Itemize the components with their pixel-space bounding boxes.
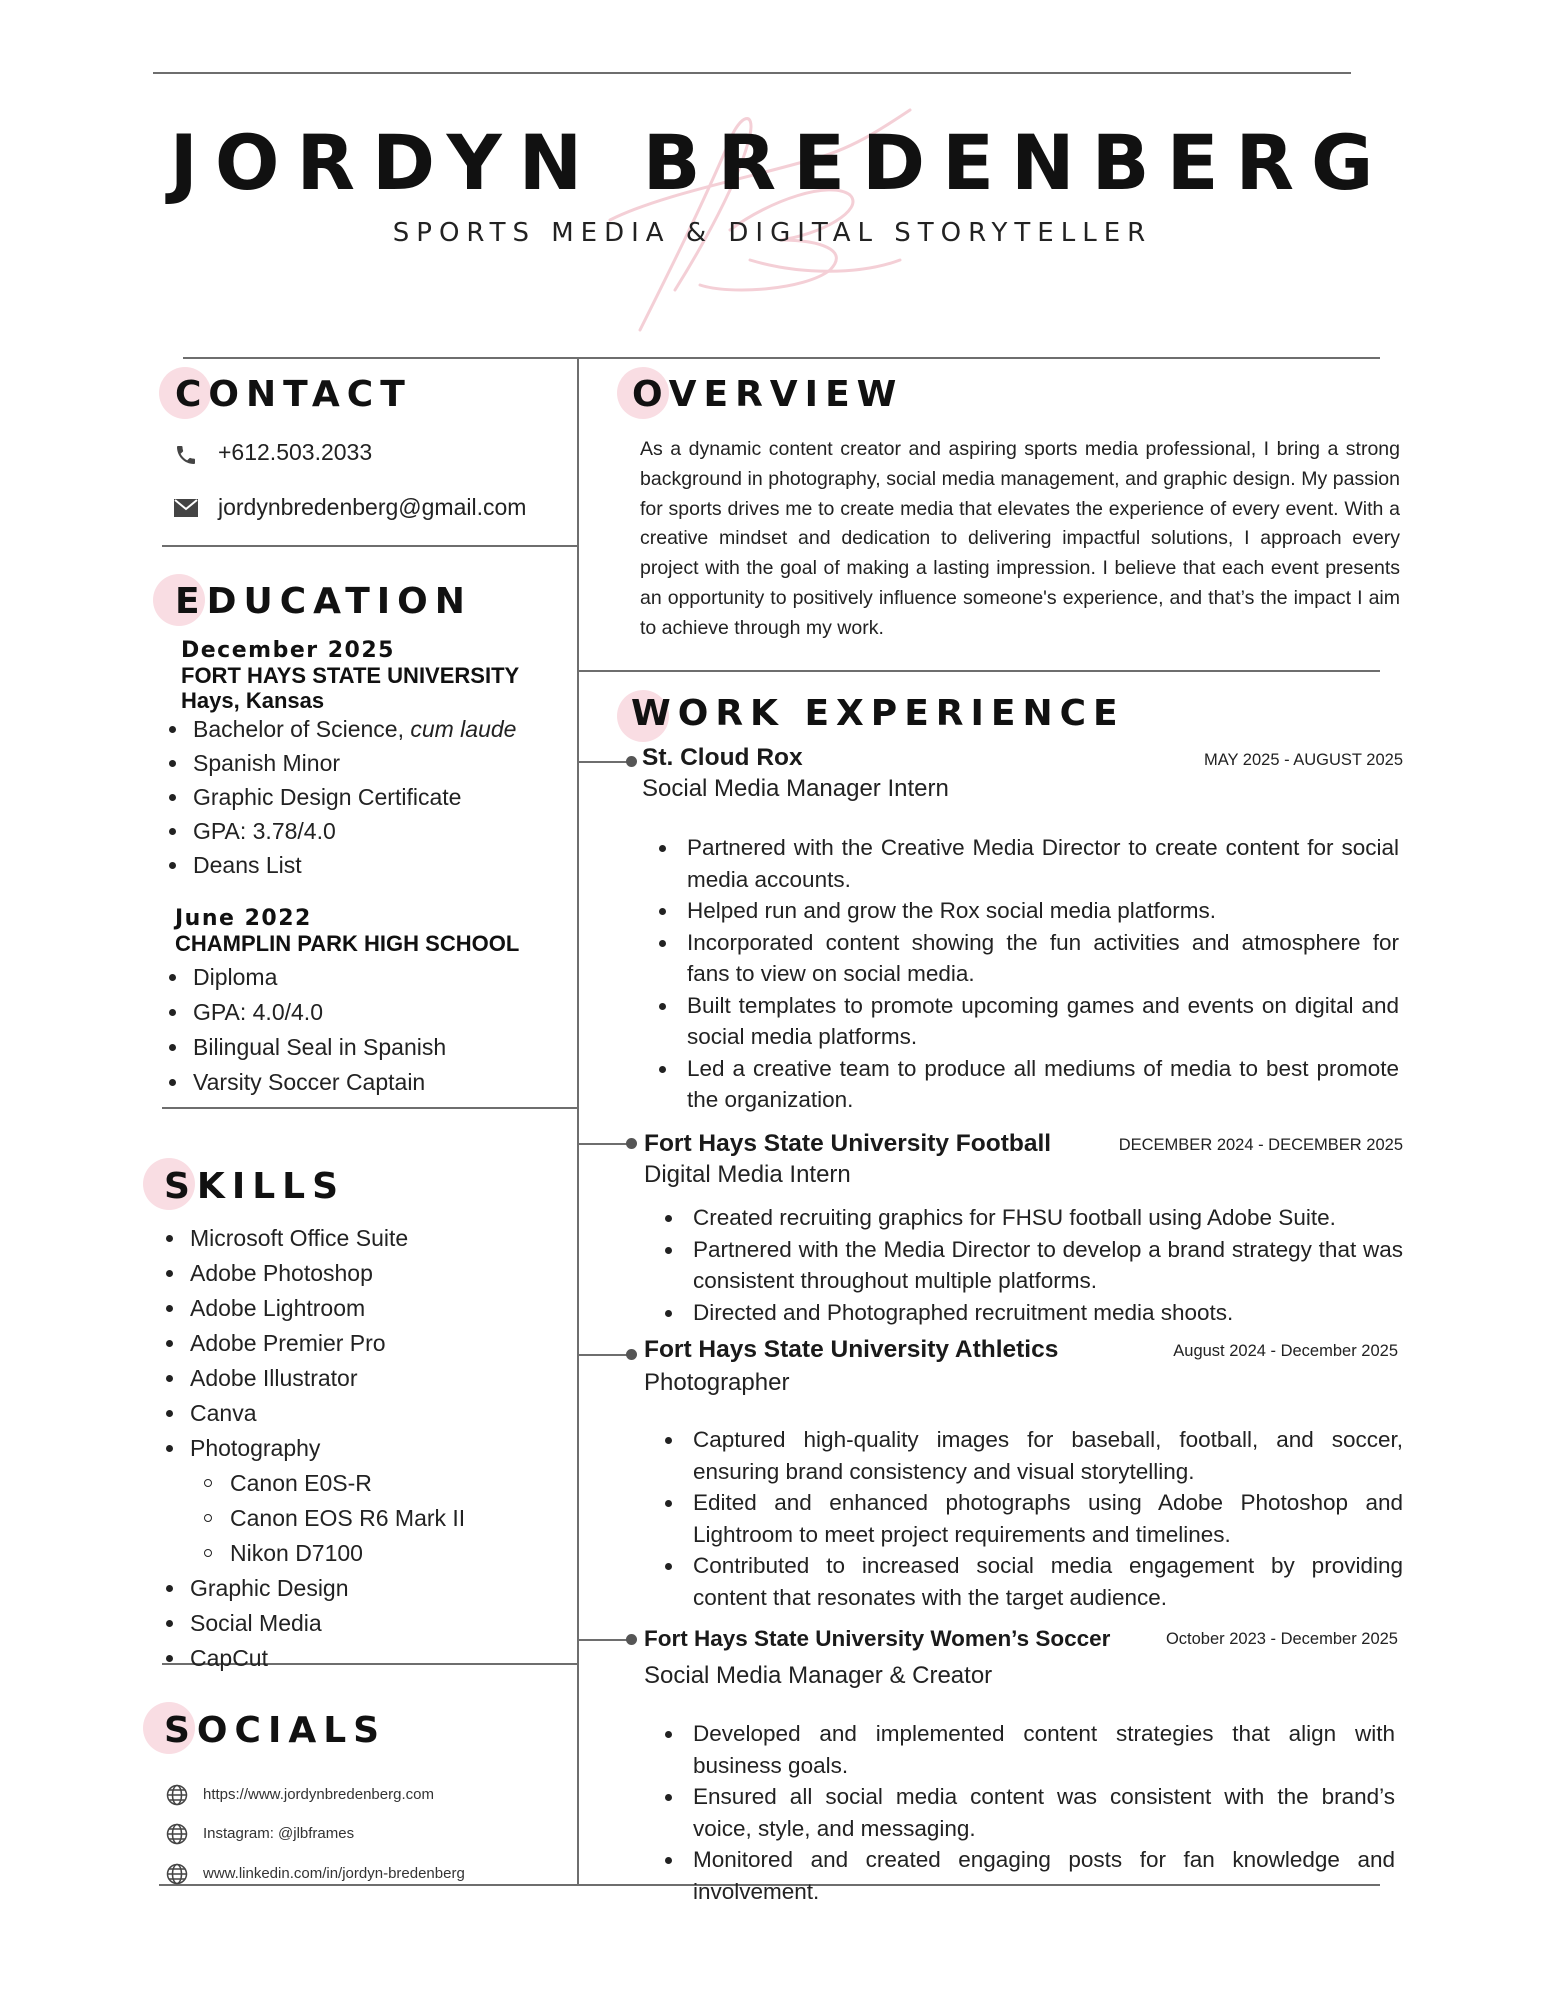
degree-honor: cum laude xyxy=(410,716,517,742)
timeline-connector xyxy=(578,761,630,763)
contact-phone[interactable]: +612.503.2033 xyxy=(218,439,373,465)
job-company: Fort Hays State University Women’s Soccer xyxy=(644,1626,1111,1651)
overview-heading: OVERVIEW xyxy=(632,374,904,415)
list-item: Social Media xyxy=(160,1606,570,1641)
list-item: Created recruiting graphics for FHSU football using Adobe Suite. xyxy=(648,1202,1403,1234)
globe-icon xyxy=(166,1784,188,1806)
job-role: Social Media Manager & Creator xyxy=(644,1662,993,1689)
education-date: December 2025 xyxy=(181,638,395,663)
social-link-linkedin[interactable]: www.linkedin.com/in/jordyn-bredenberg xyxy=(203,1865,465,1882)
list-item: Contributed to increased social media engagement by providing content that resonates with the target audience. xyxy=(648,1550,1403,1613)
list-item: Directed and Photographed recruitment media shoots. xyxy=(648,1297,1403,1329)
list-item: GPA: 3.78/4.0 xyxy=(163,814,563,848)
social-link-website[interactable]: https://www.jordynbredenberg.com xyxy=(203,1786,434,1803)
education-date: June 2022 xyxy=(175,906,312,931)
education-heading: EDUCATION xyxy=(175,581,472,622)
list-item: Canva xyxy=(160,1396,570,1431)
top-rule xyxy=(153,72,1351,74)
overview-bottom-rule xyxy=(578,670,1380,672)
list-item: Adobe Illustrator xyxy=(160,1361,570,1396)
list-item: Captured high-quality images for baseball, football, and soccer, ensuring brand consistency and visual storytelling. xyxy=(648,1424,1403,1487)
job-dates: August 2024 - December 2025 xyxy=(1173,1342,1398,1360)
job-bullets xyxy=(648,1424,1403,1613)
social-link-instagram[interactable]: Instagram: @jlbframes xyxy=(203,1825,355,1842)
job-dates: DECEMBER 2024 - DECEMBER 2025 xyxy=(1118,1136,1403,1154)
list-item: Ensured all social media content was consistent with the brand’s voice, style, and messaging. xyxy=(648,1781,1395,1844)
contact-email[interactable]: jordynbredenberg@gmail.com xyxy=(218,494,527,520)
list-item: Monitored and created engaging posts for fan knowledge and involvement. xyxy=(648,1844,1395,1907)
globe-icon xyxy=(166,1823,188,1845)
list-item: Varsity Soccer Captain xyxy=(163,1065,563,1100)
contact-heading: CONTACT xyxy=(175,374,412,415)
list-item: Microsoft Office Suite xyxy=(160,1221,570,1256)
education-bottom-rule xyxy=(162,1107,578,1109)
list-item: Photography xyxy=(160,1431,570,1466)
job-company: Fort Hays State University Football xyxy=(644,1130,1052,1157)
list-item: Built templates to promote upcoming games and events on digital and social media platforms. xyxy=(642,990,1399,1053)
list-item: Diploma xyxy=(163,960,563,995)
list-item: Partnered with the Media Director to develop a brand strategy that was consistent throughout multiple platforms. xyxy=(648,1234,1403,1297)
candidate-tagline: SPORTS MEDIA & DIGITAL STORYTELLER xyxy=(392,218,1153,248)
column-divider xyxy=(577,357,579,1885)
list-subitem: Canon EOS R6 Mark II xyxy=(160,1501,570,1536)
timeline-connector xyxy=(578,1143,630,1145)
list-item: Spanish Minor xyxy=(163,746,563,780)
socials-heading: SOCIALS xyxy=(164,1710,387,1751)
skills-heading: SKILLS xyxy=(164,1166,346,1207)
timeline-dot xyxy=(626,1138,637,1149)
mail-icon xyxy=(174,498,198,518)
job-bullets xyxy=(648,1202,1403,1328)
timeline-connector xyxy=(578,1354,630,1356)
education-school: CHAMPLIN PARK HIGH SCHOOL xyxy=(175,931,520,956)
list-item: Adobe Lightroom xyxy=(160,1291,570,1326)
list-item: Developed and implemented content strategies that align with business goals. xyxy=(648,1718,1395,1781)
list-item: Incorporated content showing the fun activities and atmosphere for fans to view on social media. xyxy=(642,927,1399,990)
list-item: Graphic Design xyxy=(160,1571,570,1606)
job-company: St. Cloud Rox xyxy=(642,744,803,771)
list-item: Edited and enhanced photographs using Adobe Photoshop and Lightroom to meet project requirements and timelines. xyxy=(648,1487,1403,1550)
list-subitem: Nikon D7100 xyxy=(160,1536,570,1571)
list-item: Partnered with the Creative Media Director to create content for social media accounts. xyxy=(642,832,1399,895)
job-dates: October 2023 - December 2025 xyxy=(1165,1630,1398,1648)
globe-icon xyxy=(166,1863,188,1885)
skills-list xyxy=(160,1221,570,1676)
timeline-dot xyxy=(626,756,637,767)
education-items xyxy=(163,960,563,1100)
contact-bottom-rule xyxy=(162,545,578,547)
job-bullets xyxy=(648,1718,1395,1907)
list-item: Graphic Design Certificate xyxy=(163,780,563,814)
list-item: Bilingual Seal in Spanish xyxy=(163,1030,563,1065)
job-dates: MAY 2025 - AUGUST 2025 xyxy=(1203,751,1403,769)
list-item: Adobe Premier Pro xyxy=(160,1326,570,1361)
list-item: Led a creative team to produce all mediums of media to best promote the organization. xyxy=(642,1053,1399,1116)
job-company: Fort Hays State University Athletics xyxy=(644,1336,1059,1363)
phone-icon xyxy=(174,443,198,467)
list-item: GPA: 4.0/4.0 xyxy=(163,995,563,1030)
job-role: Digital Media Intern xyxy=(644,1161,851,1188)
timeline-connector xyxy=(578,1639,630,1641)
list-item: Helped run and grow the Rox social media platforms. xyxy=(642,895,1399,927)
degree-text: Bachelor of Science, xyxy=(193,716,411,742)
list-item: Adobe Photoshop xyxy=(160,1256,570,1291)
overview-text: As a dynamic content creator and aspiring sports media professional, I bring a strong background in photography, social media management, and graphic design. My passion for sports drives me to create media that elevates the experience of every event. With a creative mindset and dedication to delivering impactful solutions, I approach every project with the goal of making a lasting impression. I believe that each event presents an opportunity to positively influence someone's experience, and that’s the impact I aim to achieve through my work. xyxy=(640,438,1400,639)
work-heading: WORK EXPERIENCE xyxy=(631,693,1125,734)
education-location: Hays, Kansas xyxy=(181,688,325,713)
timeline-dot xyxy=(626,1634,637,1645)
header-bottom-rule xyxy=(183,357,1380,359)
timeline-dot xyxy=(626,1349,637,1360)
job-role: Social Media Manager Intern xyxy=(642,775,949,802)
job-bullets xyxy=(642,832,1399,1116)
list-subitem: Canon E0S-R xyxy=(160,1466,570,1501)
list-item: Deans List xyxy=(163,848,563,882)
list-item xyxy=(163,712,563,746)
candidate-name: JORDYN BREDENBERG xyxy=(169,118,1391,207)
list-item: CapCut xyxy=(160,1641,570,1676)
education-items xyxy=(163,712,563,882)
job-role: Photographer xyxy=(644,1369,790,1396)
education-school: FORT HAYS STATE UNIVERSITY xyxy=(181,663,520,688)
